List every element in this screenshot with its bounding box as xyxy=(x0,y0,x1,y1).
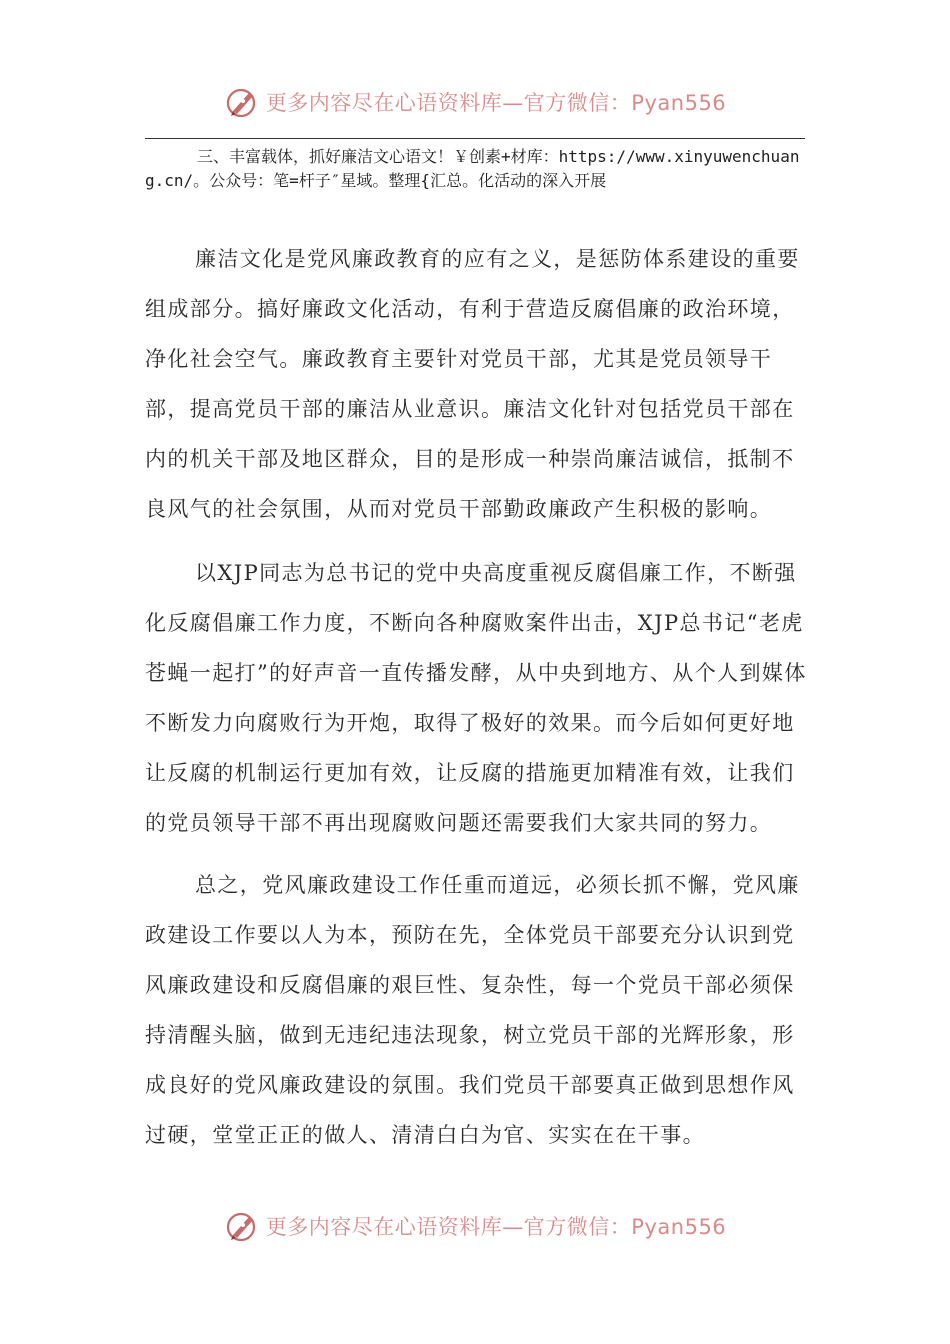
paragraph-3: 总之，党风廉政建设工作任重而道远，必须长抓不懈，党风廉政建设工作要以人为本，预防在先，全体党员干部要充分认识到党风廉政建设和反腐倡廉的艰巨性、复杂性，每一个党员干部必须保持清醒头脑，做到无违纪违法现象，树立党员干部的光辉形象，形成良好的党风廉政建设的氛围。我们党员干部要真正做到思想作风过硬，堂堂正正的做人、清清白白为官、实实在在干事。 xyxy=(145,873,800,1147)
pen-logo-icon xyxy=(224,1208,260,1244)
banner-text: 更多内容尽在心语资料库—官方微信：Pyan556 xyxy=(265,91,727,115)
paragraph-1: 廉洁文化是党风廉政教育的应有之义，是惩防体系建设的重要组成部分。搞好廉政文化活动，有利于营造反腐倡廉的政治环境，净化社会空气。廉政教育主要针对党员干部，尤其是党员领导干部，提高党员干部的廉洁从业意识。廉洁文化针对包括党员干部在内的机关干部及地区群众，目的是形成一种崇尚廉洁诚信，抵制不良风气的社会氛围，从而对党员干部勤政廉政产生积极的影响。 xyxy=(145,247,800,521)
footer-banner xyxy=(0,1208,950,1244)
header-divider xyxy=(145,138,805,139)
pen-logo-icon xyxy=(224,84,260,120)
section-subheading: 三、丰富载体，抓好廉洁文心语文！￥创素+材库：https://www.xinyuwenchuang.cn/。公众号：笔=杆子″星域。整理{汇总。化活动的深入开展 xyxy=(145,147,800,190)
header-banner xyxy=(0,84,950,120)
banner-text: 更多内容尽在心语资料库—官方微信：Pyan556 xyxy=(265,1215,727,1239)
paragraph-2: 以XJP同志为总书记的党中央高度重视反腐倡廉工作，不断强化反腐倡廉工作力度，不断向各种腐败案件出击，XJP总书记“老虎苍蝇一起打”的好声音一直传播发酵，从中央到地方、从个人到媒体不断发力向腐败行为开炮，取得了极好的效果。而今后如何更好地让反腐的机制运行更加有效，让反腐的措施更加精准有效，让我们的党员领导干部不再出现腐败问题还需要我们大家共同的努力。 xyxy=(145,561,807,835)
